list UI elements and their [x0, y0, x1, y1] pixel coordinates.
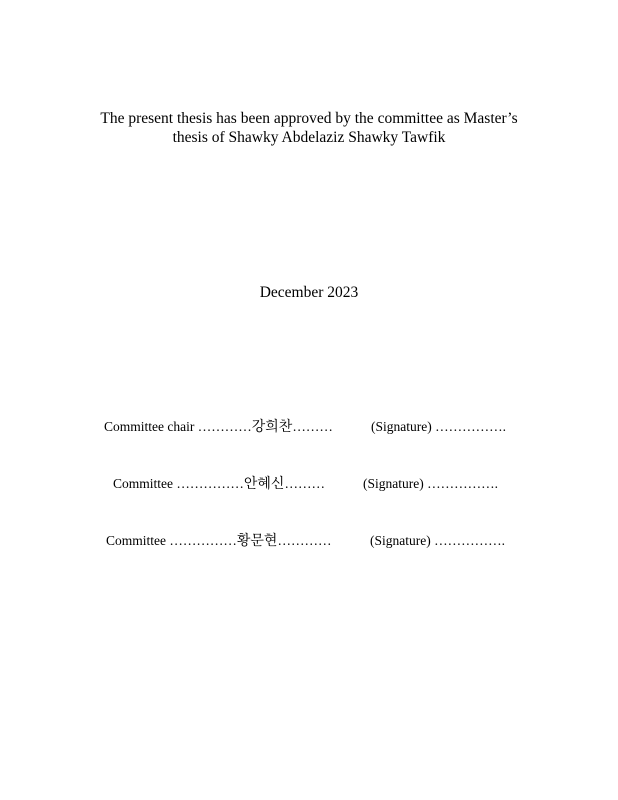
signature-field — [363, 475, 498, 493]
approval-line-1: The present thesis has been approved by the committee as Master’s — [100, 110, 518, 127]
committee-member-name: 강희찬 — [251, 419, 293, 435]
approval-statement — [0, 109, 618, 147]
committee-role-label: Committee — [113, 476, 173, 491]
approval-date: December 2023 — [259, 284, 359, 301]
committee-member-row — [113, 475, 498, 493]
committee-role-label: Committee — [106, 533, 166, 548]
dotted-leader: ……… — [292, 419, 333, 434]
dotted-leader: ……… — [284, 476, 325, 491]
signature-line: ……………. — [434, 533, 505, 548]
dotted-leader: ………… — [197, 419, 252, 434]
signature-field — [370, 532, 505, 550]
committee-member-name: 황문현 — [236, 533, 278, 549]
committee-chair-row — [104, 418, 506, 436]
committee-member-row — [106, 532, 505, 550]
signature-label: (Signature) — [371, 419, 432, 434]
committee-role-label: Committee chair — [104, 419, 195, 434]
approval-line-2: thesis of Shawky Abdelaziz Shawky Tawfik — [172, 129, 446, 146]
signature-line: ……………. — [427, 476, 498, 491]
committee-member-name: 안혜신 — [243, 476, 285, 492]
signature-label: (Signature) — [370, 533, 431, 548]
dotted-leader: …………… — [169, 533, 237, 548]
dotted-leader: ………… — [277, 533, 332, 548]
signature-field — [371, 418, 506, 436]
signature-label: (Signature) — [363, 476, 424, 491]
signature-line: ……………. — [435, 419, 506, 434]
dotted-leader: …………… — [176, 476, 244, 491]
